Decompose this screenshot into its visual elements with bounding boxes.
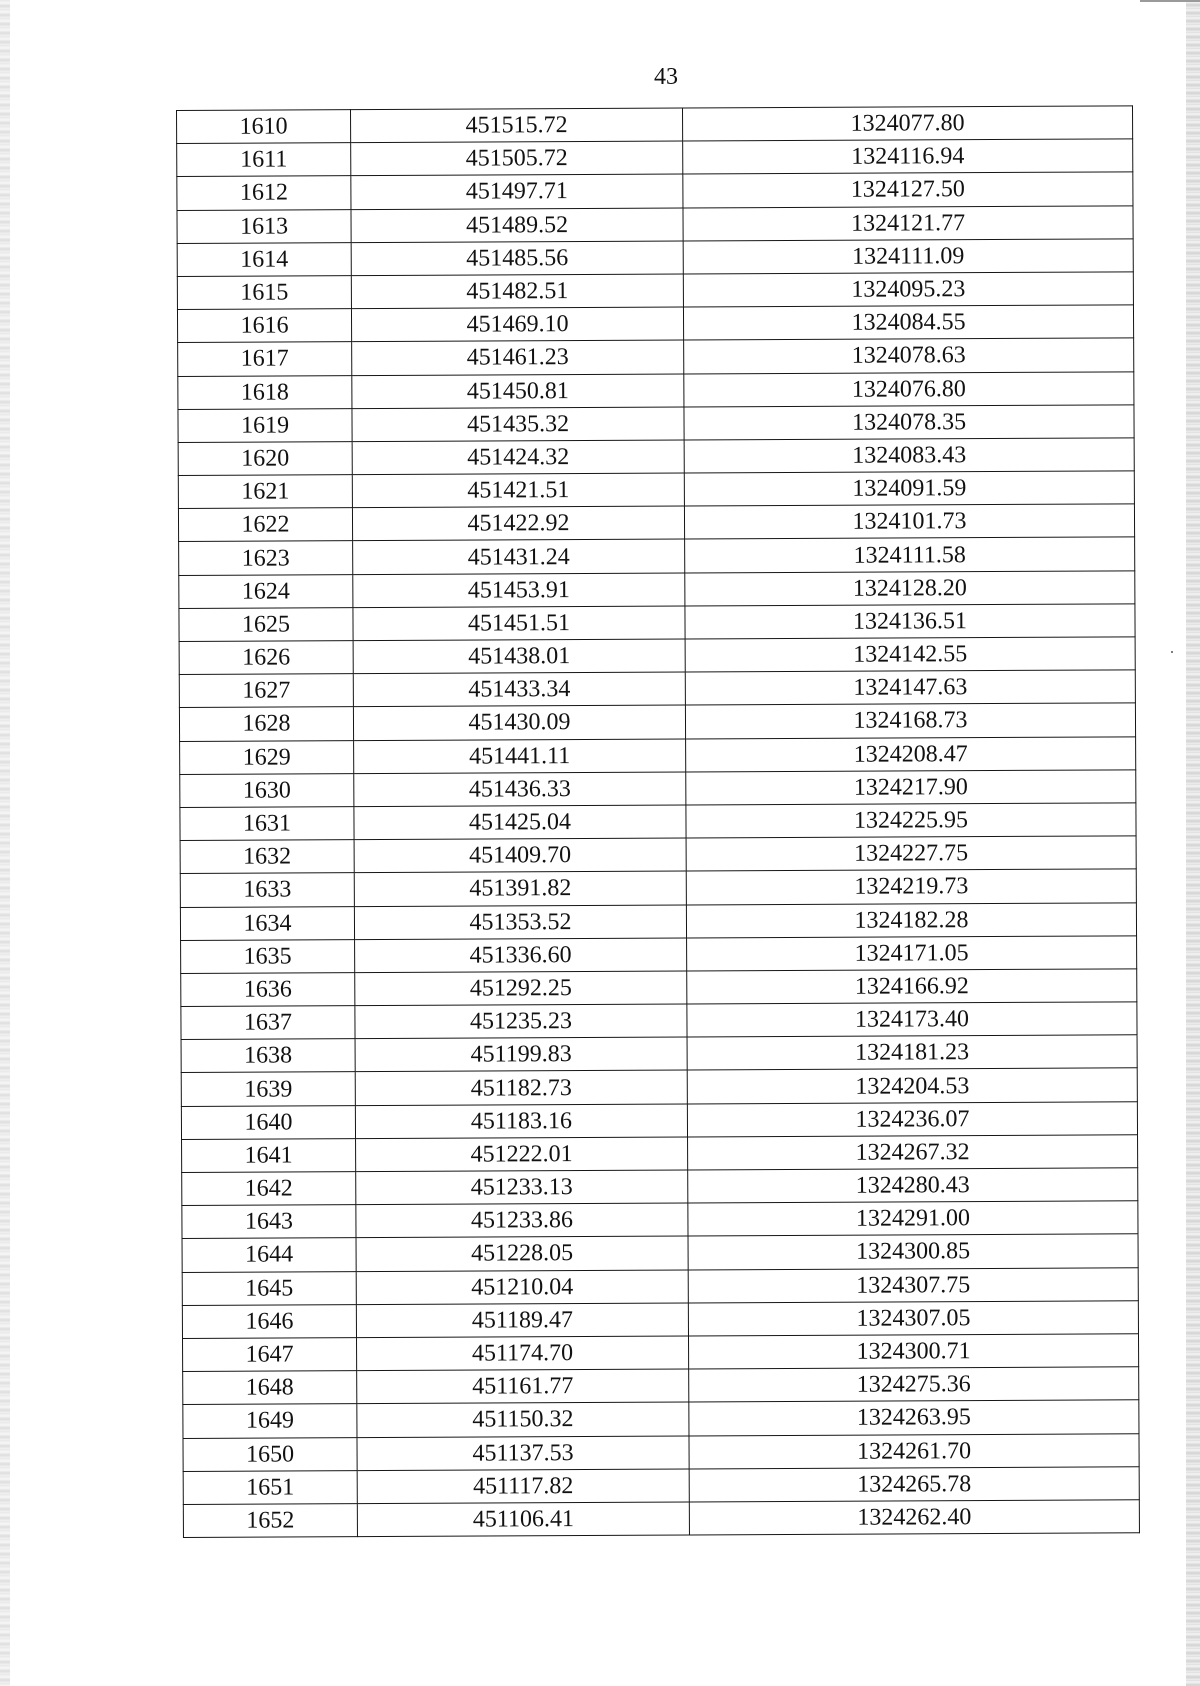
point-id-cell: 1624 xyxy=(179,574,353,608)
table-row xyxy=(183,1433,1139,1471)
table-row xyxy=(182,1301,1138,1339)
table-row xyxy=(179,637,1135,675)
y-coordinate-cell: 1324111.58 xyxy=(685,537,1135,572)
x-coordinate-cell: 451435.32 xyxy=(352,407,684,442)
point-id-cell: 1621 xyxy=(178,475,352,509)
point-id-cell: 1640 xyxy=(181,1105,355,1139)
y-coordinate-cell: 1324300.71 xyxy=(688,1334,1138,1369)
x-coordinate-cell: 451469.10 xyxy=(351,307,683,342)
point-id-cell: 1611 xyxy=(177,143,351,177)
point-id-cell: 1616 xyxy=(177,309,351,343)
point-id-cell: 1648 xyxy=(183,1371,357,1405)
point-id-cell: 1615 xyxy=(177,276,351,310)
point-id-cell: 1652 xyxy=(183,1504,357,1538)
scan-top-rule xyxy=(1140,0,1200,2)
y-coordinate-cell: 1324127.50 xyxy=(683,172,1133,207)
x-coordinate-cell: 451353.52 xyxy=(354,905,686,940)
y-coordinate-cell: 1324261.70 xyxy=(689,1433,1139,1468)
scan-edge-right xyxy=(1186,0,1200,1686)
x-coordinate-cell: 451182.73 xyxy=(355,1070,687,1105)
y-coordinate-cell: 1324076.80 xyxy=(684,371,1134,406)
table-row xyxy=(178,405,1134,443)
point-id-cell: 1650 xyxy=(183,1437,357,1471)
x-coordinate-cell: 451461.23 xyxy=(352,340,684,375)
point-id-cell: 1623 xyxy=(179,541,353,575)
table-row xyxy=(177,205,1133,243)
table-row xyxy=(177,272,1133,310)
point-id-cell: 1641 xyxy=(182,1138,356,1172)
point-id-cell: 1645 xyxy=(182,1271,356,1305)
point-id-cell: 1643 xyxy=(182,1205,356,1239)
y-coordinate-cell: 1324181.23 xyxy=(687,1035,1137,1070)
y-coordinate-cell: 1324275.36 xyxy=(689,1367,1139,1402)
table-row xyxy=(183,1367,1139,1405)
x-coordinate-cell: 451292.25 xyxy=(355,971,687,1006)
x-coordinate-cell: 451482.51 xyxy=(351,274,683,309)
table-row xyxy=(181,1068,1137,1106)
coordinate-table xyxy=(176,105,1140,1538)
table-row xyxy=(179,703,1135,741)
table-row xyxy=(179,570,1135,608)
x-coordinate-cell: 451233.13 xyxy=(356,1170,688,1205)
table-row xyxy=(178,471,1134,509)
table-row xyxy=(182,1168,1138,1206)
point-id-cell: 1629 xyxy=(180,740,354,774)
x-coordinate-cell: 451228.05 xyxy=(356,1236,688,1271)
y-coordinate-cell: 1324128.20 xyxy=(685,570,1135,605)
table-row xyxy=(183,1334,1139,1372)
y-coordinate-cell: 1324208.47 xyxy=(686,736,1136,771)
x-coordinate-cell: 451497.71 xyxy=(351,174,683,209)
table-row xyxy=(177,239,1133,277)
y-coordinate-cell: 1324116.94 xyxy=(683,139,1133,174)
y-coordinate-cell: 1324111.09 xyxy=(683,239,1133,274)
y-coordinate-cell: 1324219.73 xyxy=(686,869,1136,904)
y-coordinate-cell: 1324095.23 xyxy=(683,272,1133,307)
x-coordinate-cell: 451235.23 xyxy=(355,1004,687,1039)
table-row xyxy=(180,770,1136,808)
table-row xyxy=(182,1234,1138,1272)
point-id-cell: 1610 xyxy=(177,110,351,144)
point-id-cell: 1639 xyxy=(181,1072,355,1106)
x-coordinate-cell: 451438.01 xyxy=(353,639,685,674)
x-coordinate-cell: 451450.81 xyxy=(352,374,684,409)
x-coordinate-cell: 451189.47 xyxy=(356,1303,688,1338)
x-coordinate-cell: 451422.92 xyxy=(352,506,684,541)
point-id-cell: 1617 xyxy=(178,342,352,376)
coordinate-table-body xyxy=(177,106,1140,1538)
x-coordinate-cell: 451409.70 xyxy=(354,838,686,873)
table-row xyxy=(177,305,1133,343)
point-id-cell: 1613 xyxy=(177,209,351,243)
point-id-cell: 1638 xyxy=(181,1039,355,1073)
point-id-cell: 1634 xyxy=(180,906,354,940)
y-coordinate-cell: 1324091.59 xyxy=(684,471,1134,506)
y-coordinate-cell: 1324083.43 xyxy=(684,438,1134,473)
y-coordinate-cell: 1324147.63 xyxy=(685,670,1135,705)
y-coordinate-cell: 1324307.05 xyxy=(688,1301,1138,1336)
table-row xyxy=(177,139,1133,177)
y-coordinate-cell: 1324084.55 xyxy=(683,305,1133,340)
y-coordinate-cell: 1324263.95 xyxy=(689,1400,1139,1435)
y-coordinate-cell: 1324136.51 xyxy=(685,604,1135,639)
y-coordinate-cell: 1324078.63 xyxy=(684,338,1134,373)
x-coordinate-cell: 451424.32 xyxy=(352,440,684,475)
y-coordinate-cell: 1324171.05 xyxy=(687,936,1137,971)
x-coordinate-cell: 451431.24 xyxy=(353,539,685,574)
point-id-cell: 1630 xyxy=(180,773,354,807)
x-coordinate-cell: 451222.01 xyxy=(356,1137,688,1172)
table-row xyxy=(179,537,1135,575)
table-row xyxy=(183,1400,1139,1438)
x-coordinate-cell: 451436.33 xyxy=(354,772,686,807)
point-id-cell: 1614 xyxy=(177,242,351,276)
scan-edge-left xyxy=(0,0,10,1686)
y-coordinate-cell: 1324173.40 xyxy=(687,1002,1137,1037)
x-coordinate-cell: 451233.86 xyxy=(356,1203,688,1238)
x-coordinate-cell: 451174.70 xyxy=(357,1336,689,1371)
x-coordinate-cell: 451425.04 xyxy=(354,805,686,840)
y-coordinate-cell: 1324236.07 xyxy=(687,1101,1137,1136)
table-row xyxy=(178,438,1134,476)
point-id-cell: 1625 xyxy=(179,607,353,641)
x-coordinate-cell: 451421.51 xyxy=(352,473,684,508)
y-coordinate-cell: 1324078.35 xyxy=(684,405,1134,440)
x-coordinate-cell: 451106.41 xyxy=(357,1502,689,1537)
x-coordinate-cell: 451137.53 xyxy=(357,1436,689,1471)
y-coordinate-cell: 1324168.73 xyxy=(685,703,1135,738)
x-coordinate-cell: 451161.77 xyxy=(357,1369,689,1404)
point-id-cell: 1636 xyxy=(181,973,355,1007)
x-coordinate-cell: 451199.83 xyxy=(355,1037,687,1072)
table-row xyxy=(177,172,1133,210)
y-coordinate-cell: 1324280.43 xyxy=(688,1168,1138,1203)
table-row xyxy=(182,1267,1138,1305)
y-coordinate-cell: 1324077.80 xyxy=(682,106,1132,141)
point-id-cell: 1628 xyxy=(179,707,353,741)
table-row xyxy=(182,1201,1138,1239)
point-id-cell: 1642 xyxy=(182,1172,356,1206)
scan-speck xyxy=(1171,651,1173,653)
point-id-cell: 1612 xyxy=(177,176,351,210)
x-coordinate-cell: 451117.82 xyxy=(357,1469,689,1504)
table-row xyxy=(177,106,1133,144)
y-coordinate-cell: 1324142.55 xyxy=(685,637,1135,672)
y-coordinate-cell: 1324267.32 xyxy=(688,1135,1138,1170)
point-id-cell: 1635 xyxy=(181,939,355,973)
table-row xyxy=(181,1035,1137,1073)
y-coordinate-cell: 1324166.92 xyxy=(687,969,1137,1004)
y-coordinate-cell: 1324291.00 xyxy=(688,1201,1138,1236)
y-coordinate-cell: 1324262.40 xyxy=(689,1500,1139,1535)
table-row xyxy=(181,1101,1137,1139)
y-coordinate-cell: 1324227.75 xyxy=(686,836,1136,871)
point-id-cell: 1619 xyxy=(178,408,352,442)
point-id-cell: 1644 xyxy=(182,1238,356,1272)
x-coordinate-cell: 451515.72 xyxy=(351,108,683,143)
point-id-cell: 1637 xyxy=(181,1006,355,1040)
x-coordinate-cell: 451150.32 xyxy=(357,1402,689,1437)
table-row xyxy=(178,504,1134,542)
point-id-cell: 1646 xyxy=(182,1304,356,1338)
table-row xyxy=(180,869,1136,907)
table-row xyxy=(180,803,1136,841)
point-id-cell: 1618 xyxy=(178,375,352,409)
table-row xyxy=(181,1002,1137,1040)
x-coordinate-cell: 451453.91 xyxy=(353,573,685,608)
x-coordinate-cell: 451430.09 xyxy=(353,705,685,740)
table-row xyxy=(180,902,1136,940)
y-coordinate-cell: 1324121.77 xyxy=(683,205,1133,240)
table-row xyxy=(178,371,1134,409)
point-id-cell: 1633 xyxy=(180,873,354,907)
point-id-cell: 1631 xyxy=(180,807,354,841)
point-id-cell: 1620 xyxy=(178,442,352,476)
point-id-cell: 1649 xyxy=(183,1404,357,1438)
table-row xyxy=(180,736,1136,774)
y-coordinate-cell: 1324225.95 xyxy=(686,803,1136,838)
table-row xyxy=(183,1500,1139,1538)
x-coordinate-cell: 451336.60 xyxy=(355,938,687,973)
table-row xyxy=(183,1466,1139,1504)
x-coordinate-cell: 451391.82 xyxy=(354,871,686,906)
x-coordinate-cell: 451489.52 xyxy=(351,208,683,243)
x-coordinate-cell: 451485.56 xyxy=(351,241,683,276)
y-coordinate-cell: 1324217.90 xyxy=(686,770,1136,805)
point-id-cell: 1632 xyxy=(180,840,354,874)
table-row xyxy=(181,936,1137,974)
x-coordinate-cell: 451441.11 xyxy=(354,739,686,774)
point-id-cell: 1647 xyxy=(183,1338,357,1372)
y-coordinate-cell: 1324307.75 xyxy=(688,1267,1138,1302)
table-row xyxy=(178,338,1134,376)
y-coordinate-cell: 1324182.28 xyxy=(686,902,1136,937)
x-coordinate-cell: 451433.34 xyxy=(353,672,685,707)
x-coordinate-cell: 451451.51 xyxy=(353,606,685,641)
table-row xyxy=(182,1135,1138,1173)
point-id-cell: 1626 xyxy=(179,641,353,675)
y-coordinate-cell: 1324265.78 xyxy=(689,1466,1139,1501)
point-id-cell: 1627 xyxy=(179,674,353,708)
table-row xyxy=(180,836,1136,874)
table-row xyxy=(181,969,1137,1007)
y-coordinate-cell: 1324101.73 xyxy=(684,504,1134,539)
x-coordinate-cell: 451183.16 xyxy=(355,1104,687,1139)
table-row xyxy=(179,604,1135,642)
y-coordinate-cell: 1324204.53 xyxy=(687,1068,1137,1103)
x-coordinate-cell: 451210.04 xyxy=(356,1270,688,1305)
table-row xyxy=(179,670,1135,708)
point-id-cell: 1651 xyxy=(183,1470,357,1504)
point-id-cell: 1622 xyxy=(178,508,352,542)
x-coordinate-cell: 451505.72 xyxy=(351,141,683,176)
y-coordinate-cell: 1324300.85 xyxy=(688,1234,1138,1269)
page-number: 43 xyxy=(654,64,678,90)
